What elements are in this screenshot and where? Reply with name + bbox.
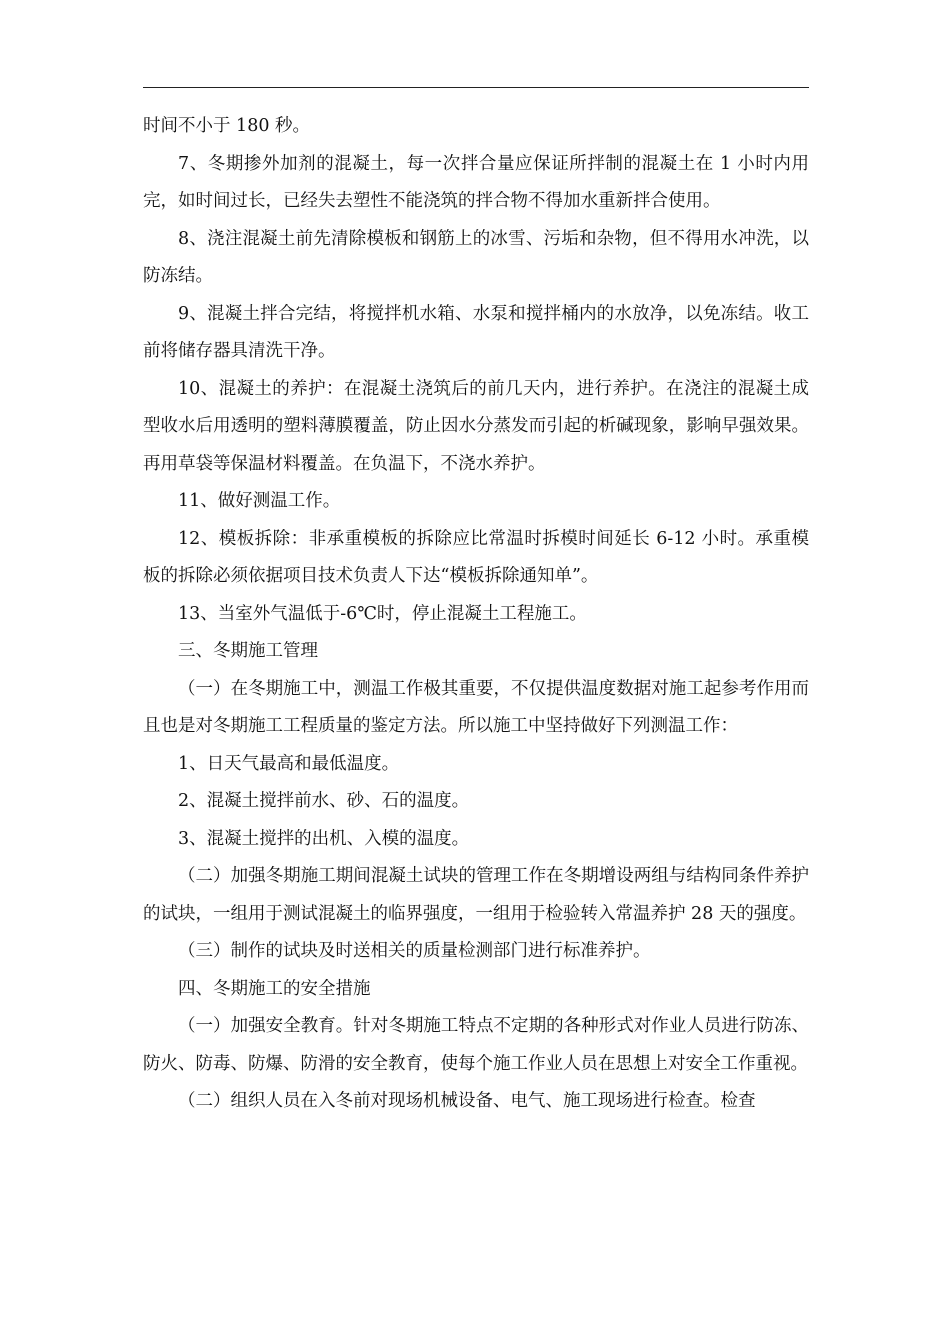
paragraph: （二）组织人员在入冬前对现场机械设备、电气、施工现场进行检查。检查 <box>178 1091 756 1111</box>
paragraph: 12、模板拆除：非承重模板的拆除应比常温时拆模时间延长 6-12 小时。承重模板的拆除必须依据项目技术负责人下达“模板拆除通知单”。 <box>143 528 809 586</box>
paragraph: （二）加强冬期施工期间混凝土试块的管理工作在冬期增设两组与结构同条件养护的试块，一组用于测试混凝土的临界强度，一组用于检验转入常温养护 28 天的强度。 <box>143 866 809 924</box>
paragraph: （一）在冬期施工中，测温工作极其重要，不仅提供温度数据对施工起参考作用而且也是对冬期施工工程质量的鉴定方法。所以施工中坚持做好下列测温工作： <box>143 678 809 736</box>
paragraph: （一）加强安全教育。针对冬期施工特点不定期的各种形式对作业人员进行防冻、防火、防毒、防爆、防滑的安全教育，使每个施工作业人员在思想上对安全工作重视。 <box>143 1016 809 1074</box>
section-heading: 四、冬期施工的安全措施 <box>178 978 371 999</box>
paragraph: 8、浇注混凝土前先清除模板和钢筋上的冰雪、污垢和杂物，但不得用水冲洗，以防冻结。 <box>143 228 809 286</box>
paragraph: 11、做好测温工作。 <box>178 491 341 511</box>
paragraph: 10、混凝土的养护：在混凝土浇筑后的前几天内，进行养护。在浇注的混凝土成型收水后用透明的塑料薄膜覆盖，防止因水分蒸发而引起的析碱现象，影响早强效果。再用草袋等保温材料覆盖。在负温下，不浇水养护。 <box>143 378 809 474</box>
list-item: 3、混凝土搅拌的出机、入模的温度。 <box>178 828 470 849</box>
list-item: 2、混凝土搅拌前水、砂、石的温度。 <box>178 791 470 811</box>
paragraph: 13、当室外气温低于-6℃时，停止混凝土工程施工。 <box>178 603 587 624</box>
section-heading: 三、冬期施工管理 <box>178 641 318 661</box>
paragraph: （三）制作的试块及时送相关的质量检测部门进行标准养护。 <box>178 941 651 961</box>
list-item: 1、日天气最高和最低温度。 <box>178 753 400 774</box>
paragraph: 9、混凝土拌合完结，将搅拌机水箱、水泵和搅拌桶内的水放净，以免冻结。收工前将储存器具清洗干净。 <box>143 303 809 361</box>
body-text <box>143 108 809 1121</box>
paragraph: 7、冬期掺外加剂的混凝土，每一次拌合量应保证所拌制的混凝土在 1 小时内用完，如时间过长，已经失去塑性不能浇筑的拌合物不得加水重新拌合使用。 <box>143 153 809 211</box>
paragraph: 时间不小于 180 秒。 <box>143 116 311 136</box>
header-rule <box>143 87 809 88</box>
